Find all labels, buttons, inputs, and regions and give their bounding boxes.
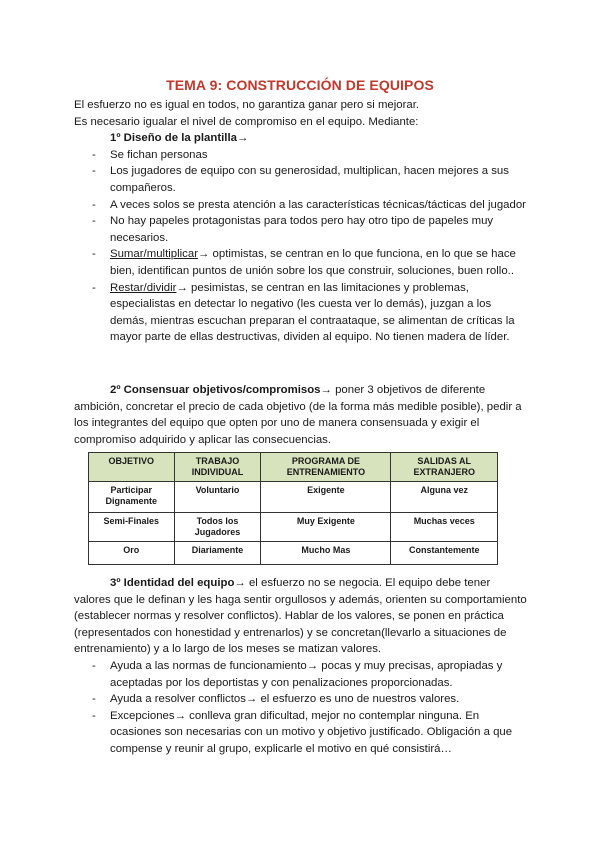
list-item bbox=[74, 163, 530, 196]
section2-text: → poner 3 objetivos de diferente ambición, concretar el precio de cada objetivo (de la forma más medible posible), pedir a los integrantes del equipo que opten por uno de manera consensuada y exigir el compromiso adquirido y aplicar las consecuencias. bbox=[74, 384, 522, 446]
table-header-cell: SALIDAS AL EXTRANJERO bbox=[391, 453, 498, 482]
list-item bbox=[74, 147, 530, 164]
list-item bbox=[74, 708, 530, 758]
arrow-symbol: → bbox=[236, 132, 249, 145]
section3-paragraph bbox=[74, 575, 530, 658]
section3-block bbox=[74, 575, 530, 758]
table-header-cell: TRABAJO INDIVIDUAL bbox=[174, 453, 261, 482]
list-item-text: Los jugadores de equipo con su generosidad, multiplican, hacen mejores a sus compañeros. bbox=[110, 165, 509, 194]
intro-block bbox=[74, 97, 530, 346]
table-row bbox=[89, 542, 498, 565]
table-cell: Semi-Finales bbox=[89, 513, 175, 542]
list-item-text: → pesimistas, se centran en las limitaciones y problemas, especialistas en detectar lo negativo (les cuesta ver lo demás), juzgan a los demás, mientras escuchan preparan el contraataque, se alimentan de críticas la mayor parte de ellas destructivas, dividen al equipo. No tienen madera de líder. bbox=[110, 281, 515, 344]
table-header-row bbox=[89, 453, 498, 482]
list-item-text: Excepciones→ conlleva gran dificultad, mejor no contemplar ninguna. En ocasiones son necesarias con un motivo y objetivo justificado. Obligación a que compense y reunir al grupo, explicarle el motivo en qué consistirá… bbox=[110, 709, 513, 755]
list-item bbox=[74, 280, 530, 346]
list-item bbox=[74, 213, 530, 246]
table-cell: Oro bbox=[89, 542, 175, 565]
section2-block bbox=[74, 382, 530, 448]
table-cell: Mucho Mas bbox=[261, 542, 391, 565]
intro-line-2: Es necesario igualar el nivel de compromiso en el equipo. Mediante: bbox=[74, 115, 419, 128]
list-item bbox=[74, 246, 530, 279]
table-cell: Exigente bbox=[261, 482, 391, 513]
list-item bbox=[74, 691, 530, 708]
table-header-cell: OBJETIVO bbox=[89, 453, 175, 482]
table-cell: Alguna vez bbox=[391, 482, 498, 513]
section2-heading: 2º Consensuar objetivos/compromisos bbox=[110, 384, 321, 396]
intro-line-1: El esfuerzo no es igual en todos, no garantiza ganar pero si mejorar. bbox=[74, 99, 420, 111]
list-item-text: Ayuda a las normas de funcionamiento→ pocas y muy precisas, apropiadas y aceptadas por los deportistas y con penalizaciones proporcionadas. bbox=[110, 659, 503, 689]
section2-paragraph bbox=[74, 382, 530, 448]
table-row bbox=[89, 482, 498, 513]
page-title: TEMA 9: CONSTRUCCIÓN DE EQUIPOS bbox=[166, 77, 434, 93]
section3-text: → el esfuerzo no se negocia. El equipo debe tener valores que le definan y les haga sentir orgullosos y además, orienten su comportamiento (establecer normas y resolver conflictos). Hablar de los valores, se ponen en práctica (representados con honestidad y entrenarlos) y se concretan(llevarlo a situaciones de entrenamiento) y a lo largo de los meses se matizan valores. bbox=[74, 577, 527, 656]
list-item-text: A veces solos se presta atención a las características técnicas/tácticas del jugador bbox=[110, 198, 526, 211]
list-item bbox=[74, 658, 530, 691]
table-header-cell: PROGRAMA DE ENTRENAMIENTO bbox=[261, 453, 391, 482]
list-item-text: Se fichan personas bbox=[110, 148, 208, 161]
objectives-table bbox=[88, 452, 498, 565]
table-row bbox=[89, 513, 498, 542]
section1-heading-text: 1º Diseño de la plantilla bbox=[110, 132, 237, 145]
list-item-text: Ayuda a resolver conflictos→ el esfuerzo es uno de nuestros valores. bbox=[110, 693, 460, 706]
list-item bbox=[74, 197, 530, 214]
list-item-lead: Sumar/multiplicar bbox=[110, 248, 198, 261]
table-cell: Muy Exigente bbox=[261, 513, 391, 542]
table-cell: Participar Dignamente bbox=[89, 482, 175, 513]
table-cell: Constantemente bbox=[391, 542, 498, 565]
section1-heading bbox=[74, 130, 530, 147]
list-item-lead: Restar/dividir bbox=[110, 281, 177, 294]
list-item-text: → optimistas, se centran en lo que funciona, en lo que se hace bien, identifican puntos de unión sobre los que construir, soluciones, buen rollo.. bbox=[110, 248, 516, 277]
table-cell: Todos los Jugadores bbox=[174, 513, 261, 542]
section3-list bbox=[74, 658, 530, 758]
table-cell: Diariamente bbox=[174, 542, 261, 565]
table-cell: Voluntario bbox=[174, 482, 261, 513]
list-item-text: No hay papeles protagonistas para todos pero hay otro tipo de papeles muy necesarios. bbox=[110, 215, 494, 244]
section3-heading: 3º Identidad del equipo bbox=[110, 577, 235, 589]
section1-list bbox=[74, 147, 530, 346]
table-cell: Muchas veces bbox=[391, 513, 498, 542]
